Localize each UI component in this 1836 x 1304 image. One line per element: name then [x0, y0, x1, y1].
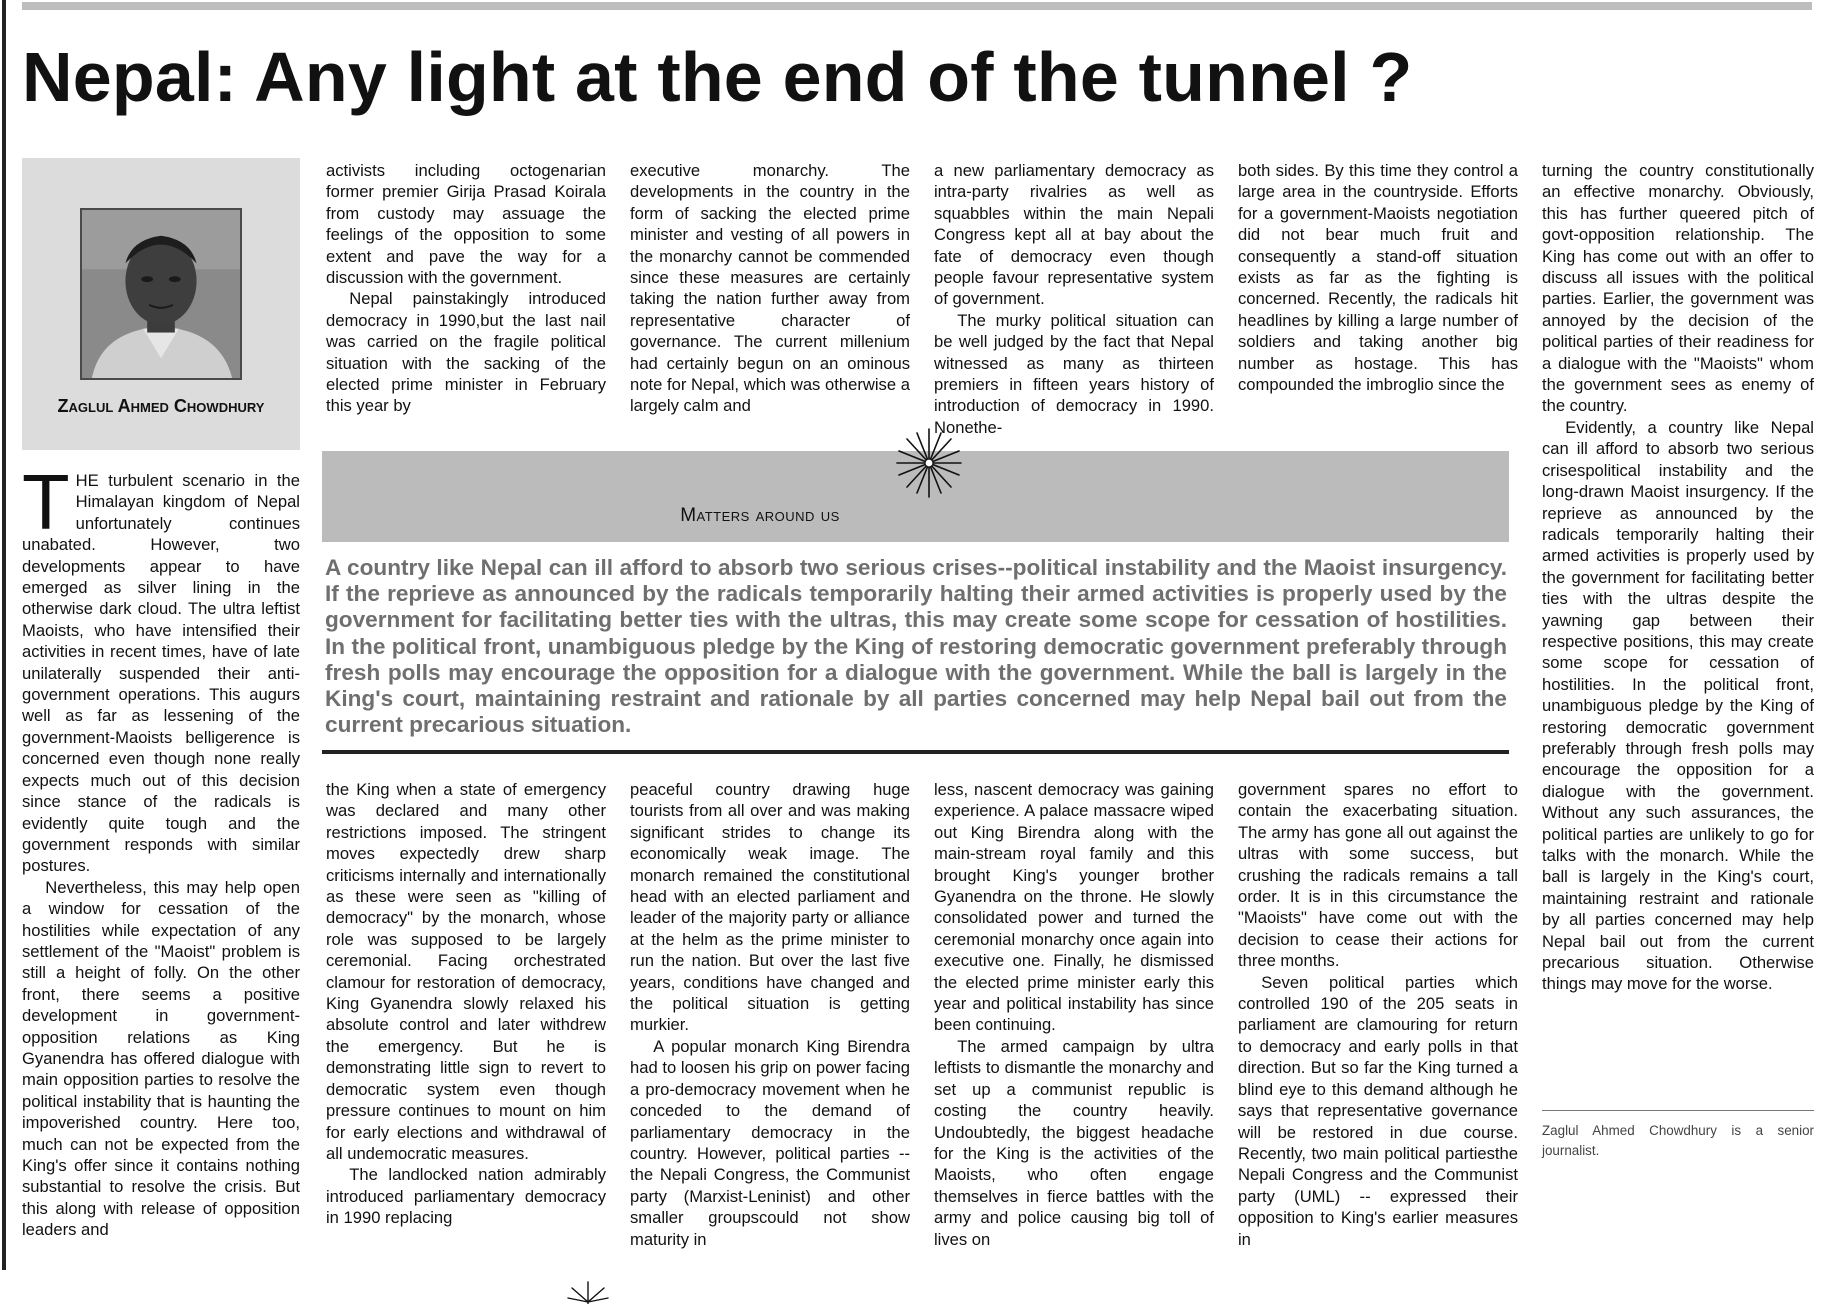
starburst-ornament-icon	[896, 428, 962, 498]
paragraph-text: HE turbulent scenario in the Himalayan kingdom of Nepal unfortunately continues unabated. However, two developments appear to have emerged as silver lining in the otherwise dark cloud. The ultra leftist Maoists, who have intensified their activities in recent times, have of late unilaterally suspended their anti-government operations. This augurs well as far as lessening of the government-Maoists belligerence is concerned even though none really expects much out of this decision since stance of the radicals is evidently quite tough and the government responds with similar postures.	[22, 471, 300, 876]
article-paragraph: government spares no effort to contain the exacerbating situation. The army has gone all out against the ultras with some success, but crushing the radicals remains a tall order. It is in this circumstance the "Maoists" have come out with the decision to cease their actions for three months.	[1238, 780, 1518, 971]
pull-quote-rule	[322, 750, 1509, 754]
article-column-2-top	[326, 160, 606, 417]
article-paragraph: turning the country constitutionally an effective monarchy. Obviously, this has further queered pitch of govt-opposition relationship. The King has come out with an offer to discuss all issues with the political parties. Earlier, the government was annoyed by the decision of the political parties of their readiness for a dialogue with the "Maoists" whom the government sees as enemy of the country.	[1542, 161, 1814, 416]
article-paragraph: both sides. By this time they control a large area in the countryside. Efforts for a government-Maoists negotiation did not bear much fruit and consequently a stand-off situation exists as far as the fighting is concerned. Recently, the radicals hit headlines by killing a large number of soldiers and taking another big number as hostage. This has compounded the imbroglio since the	[1238, 161, 1518, 395]
article-paragraph: The armed campaign by ultra leftists to dismantle the monarchy and set up a communist republic is costing the country heavily. Undoubtedly, the biggest headache for the King is the activities of the Maoists, who often engage themselves in fierce battles with the army and police causing big toll of lives on	[934, 1036, 1214, 1249]
article-column-3-bottom	[630, 779, 910, 1250]
article-paragraph: less, nascent democracy was gaining experience. A palace massacre wiped out King Birendra along with the main-stream royal family and this brought King's younger brother Gyanendra on the throne. He slowly consolidated power and turned the ceremonial monarchy once again into executive one. Finally, he dismissed the elected prime minister early this year and political instability has since been continuing.	[934, 780, 1214, 1035]
author-box	[22, 158, 300, 450]
article-paragraph: The murky political situation can be well judged by the fact that Nepal witnessed as many as thirteen premiers in fifteen years history of introduction of democracy in 1990. Nonethe-	[934, 310, 1214, 437]
starburst-ornament-icon	[566, 1280, 610, 1304]
article-paragraph: activists including octogenarian former premier Girija Prasad Koirala from custody may assuage the feelings of the opposition to some extent and pave the way for a discussion with the government.	[326, 161, 606, 288]
article-paragraph: executive monarchy. The developments in the country in the form of sacking the elected prime minister and vesting of all powers in the monarchy cannot be commended since these measures are certainly taking the nation further away from representative character of governance. The current millenium had certainly begun on an ominous note for Nepal, which was otherwise a largely calm and	[630, 161, 910, 416]
top-rule	[22, 2, 1812, 10]
author-name: Zaglul Ahmed Chowdhury	[57, 396, 265, 416]
article-paragraph: Evidently, a country like Nepal can ill afford to absorb two serious crisespolitical instability and the long-drawn Maoist insurgency. If the reprieve as announced by the radicals temporarily halting their armed activities is properly used by the government for facilitating better ties with the ultras despite the yawning gap between their respective positions, this may create some scope for cessation of hostilities. In the political front, unambiguous pledge by the King of restoring democratic government preferably through fresh polls may encourage the opposition for a dialogue with the government. Without any such assurances, the political parties are unlikely to go for talks with the monarch. While the ball is largely in the King's court, maintaining restraint and rationale by all parties concerned may help Nepal bail out from the current precarious situation. Otherwise things may move for the worse.	[1542, 417, 1814, 994]
footnote-rule	[1542, 1110, 1814, 1111]
pull-quote: A country like Nepal can ill afford to absorb two serious crises--political instability and the Maoist insurgency. If the reprieve as announced by the radicals temporarily halting their armed activities is properly used by the government for facilitating better ties with the ultras, this may create some scope for cessation of hostilities. In the political front, unambiguous pledge by the King of restoring democratic government preferably through fresh polls may encourage the opposition for a dialogue with the government. While the ball is largely in the King's court, maintaining restraint and rationale by all parties concerned may help Nepal bail out from the current precarious situation.	[325, 555, 1507, 738]
article-column-5-bottom	[1238, 779, 1518, 1250]
left-rule	[2, 0, 6, 1270]
article-paragraph: Nepal painstakingly introduced democracy in 1990,but the last nail was carried on the fragile political situation with the sacking of the elected prime minister in February this year by	[326, 289, 606, 416]
section-label: Matters around us	[680, 505, 840, 526]
article-column-4-top	[934, 160, 1214, 438]
article-paragraph: the King when a state of emergency was declared and many other restrictions imposed. The stringent moves expectedly drew sharp criticisms internally and internationally as these were seen as "killing of democracy" by the monarch, whose role was supposed to be largely ceremonial. Facing orchestrated clamour for restoration of democracy, King Gyanendra slowly relaxed his absolute control and later withdrew the emergency. But he is demonstrating little sign to revert to democratic system even though pressure continues to mount on him for early elections and withdrawal of all undemocratic measures.	[326, 780, 606, 1163]
article-paragraph: Seven political parties which controlled 190 of the 205 seats in parliament are clamouring for return to democracy and early polls in that direction. But so far the King turned a blind eye to this demand although he says that representative governance will be restored in due course. Recently, two main political partiesthe Nepali Congress and the Communist party (UML) -- expressed their opposition to King's earlier measures in	[1238, 972, 1518, 1249]
article-column-4-bottom	[934, 779, 1214, 1250]
author-footnote: Zaglul Ahmed Chowdhury is a senior journalist.	[1542, 1123, 1814, 1158]
article-column-1	[22, 458, 300, 1241]
article-paragraph: A popular monarch King Birendra had to loosen his grip on power facing a pro-democracy movement when he conceded to the demand of parliamentary democracy in the country. However, political parties -- the Nepali Congress, the Communist party (Marxist-Leninist) and other smaller groupscould not show maturity in	[630, 1036, 910, 1249]
drop-cap: T	[22, 458, 70, 546]
article-column-3-top	[630, 160, 910, 417]
article-column-5-top	[1238, 160, 1518, 395]
article-paragraph: Nevertheless, this may help open a window for cessation of the hostilities while expectation of any settlement of the "Maoist" problem is still a height of folly. On the other front, there seems a positive development in government-opposition relations as King Gyanendra has offered dialogue with main opposition parties to resolve the political instability that is haunting the impoverished country. Here too, much can not be expected from the King's offer since it contains nothing substantial to resolve the crisis. But this along with release of opposition leaders and	[22, 877, 300, 1240]
headline: Nepal: Any light at the end of the tunnel ?	[22, 38, 1413, 116]
article-paragraph	[22, 458, 300, 877]
article-column-6	[1542, 160, 1814, 995]
article-column-2-bottom	[326, 779, 606, 1229]
article-paragraph: a new parliamentary democracy as intra-party rivalries as well as squabbles within the main Nepali Congress kept all at bay about the fate of democracy even though people favour representative system of government.	[934, 161, 1214, 309]
article-paragraph: The landlocked nation admirably introduced parliamentary democracy in 1990 replacing	[326, 1165, 606, 1228]
article-paragraph: peaceful country drawing huge tourists from all over and was making significant strides to change its economically weak image. The monarch remained the constitutional head with an elected parliament and leader of the majority party or alliance at the helm as the prime minister to run the nation. But over the last five years, conditions have changed and the political situation is getting murkier.	[630, 780, 910, 1035]
author-portrait-icon	[80, 208, 242, 380]
